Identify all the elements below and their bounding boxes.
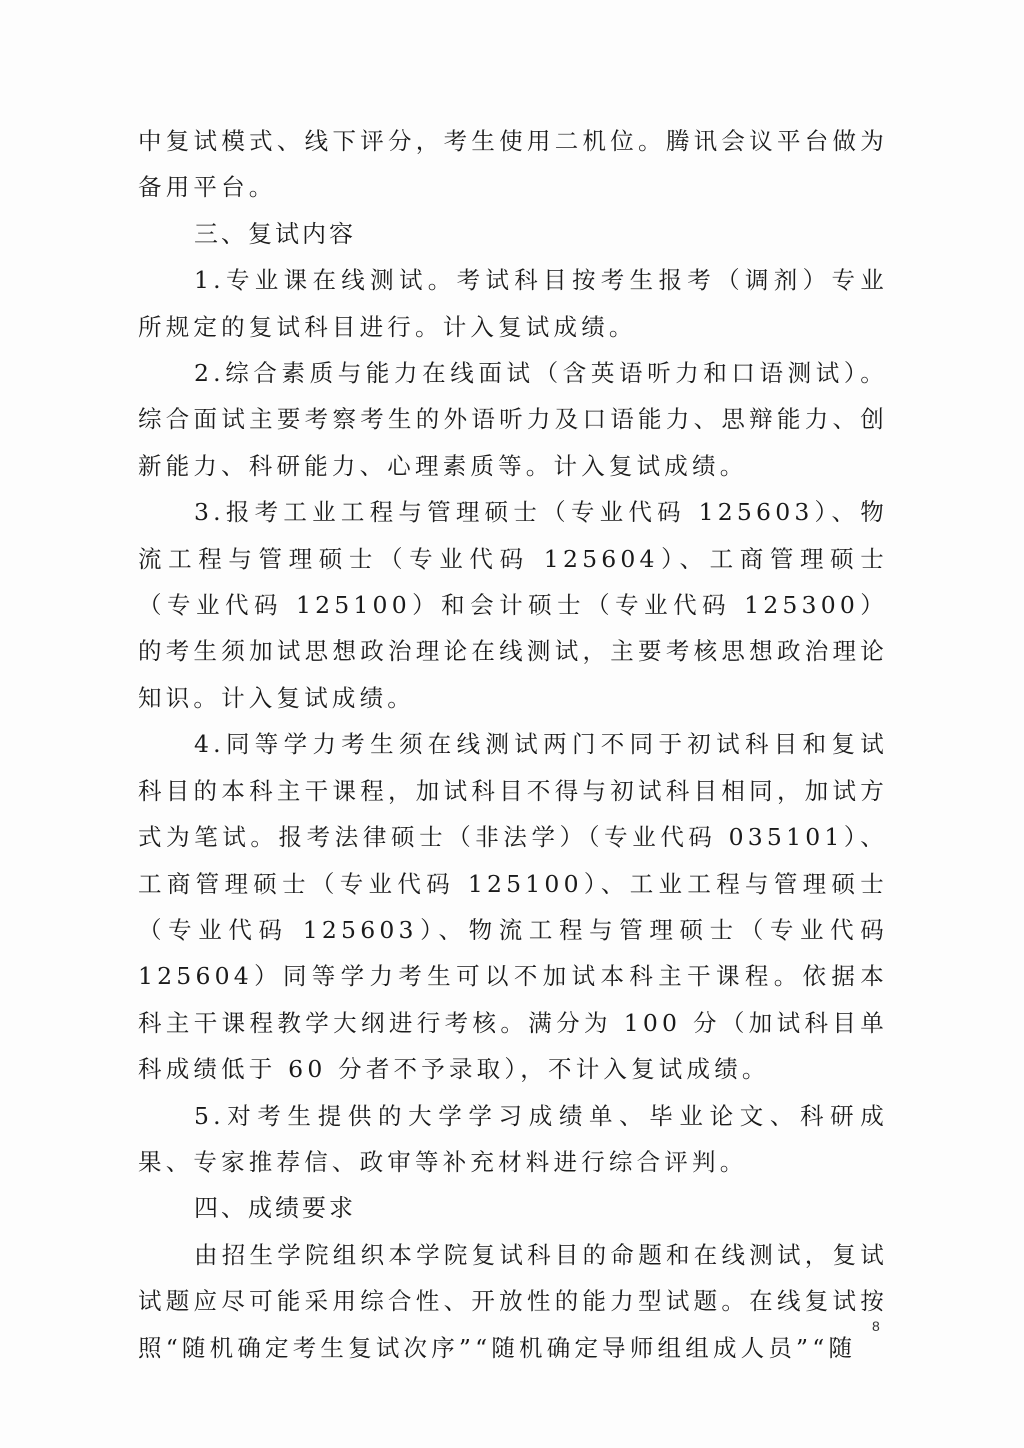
- paragraph-item-2: 2.综合素质与能力在线面试（含英语听力和口语测试）。综合面试主要考察考生的外语听力及口语能力、思辩能力、创新能力、科研能力、心理素质等。计入复试成绩。: [138, 359, 888, 480]
- page-number: 8: [872, 1318, 880, 1334]
- paragraph-score-requirements: 由招生学院组织本学院复试科目的命题和在线测试，复试试题应尽可能采用综合性、开放性的能力型试题。在线复试按照“随机确定考生复试次序”“随机确定导师组组成人员”“随: [138, 1240, 888, 1362]
- paragraph-item-5: 5.对考生提供的大学学习成绩单、毕业论文、科研成果、专家推荐信、政审等补充材料进行综合评判。: [138, 1101, 888, 1176]
- section-heading-retest-content: 三、复试内容: [194, 219, 356, 248]
- section-heading-score-requirements: 四、成绩要求: [194, 1194, 356, 1223]
- paragraph-item-4: 4.同等学力考生须在线测试两门不同于初试科目和复试科目的本科主干课程，加试科目不得与初试科目相同，加试方式为笔试。报考法律硕士（非法学）（专业代码 035101）、工商管理硕士（专业代码 125100）、工业工程与管理硕士（专业代码 125603）、物流工程与管理硕士（专业代码 125604）同等学力考生可以不加试本科主干课程。依据本科主干课程教学大纲进行考核。满分为 100 分（加试科目单科成绩低于 60 分者不予录取），不计入复试成绩。: [138, 730, 888, 1084]
- paragraph-continuation: 中复试模式、线下评分，考生使用二机位。腾讯会议平台做为备用平台。: [138, 127, 888, 202]
- paragraph-item-1: 1.专业课在线测试。考试科目按考生报考（调剂）专业所规定的复试科目进行。计入复试成绩。: [138, 266, 888, 341]
- document-body: [138, 118, 888, 1371]
- paragraph-item-3: 3.报考工业工程与管理硕士（专业代码 125603）、物流工程与管理硕士（专业代码 125604）、工商管理硕士（专业代码 125100）和会计硕士（专业代码 125300）的考生须加试思想政治理论在线测试，主要考核思想政治理论知识。计入复试成绩。: [138, 498, 888, 712]
